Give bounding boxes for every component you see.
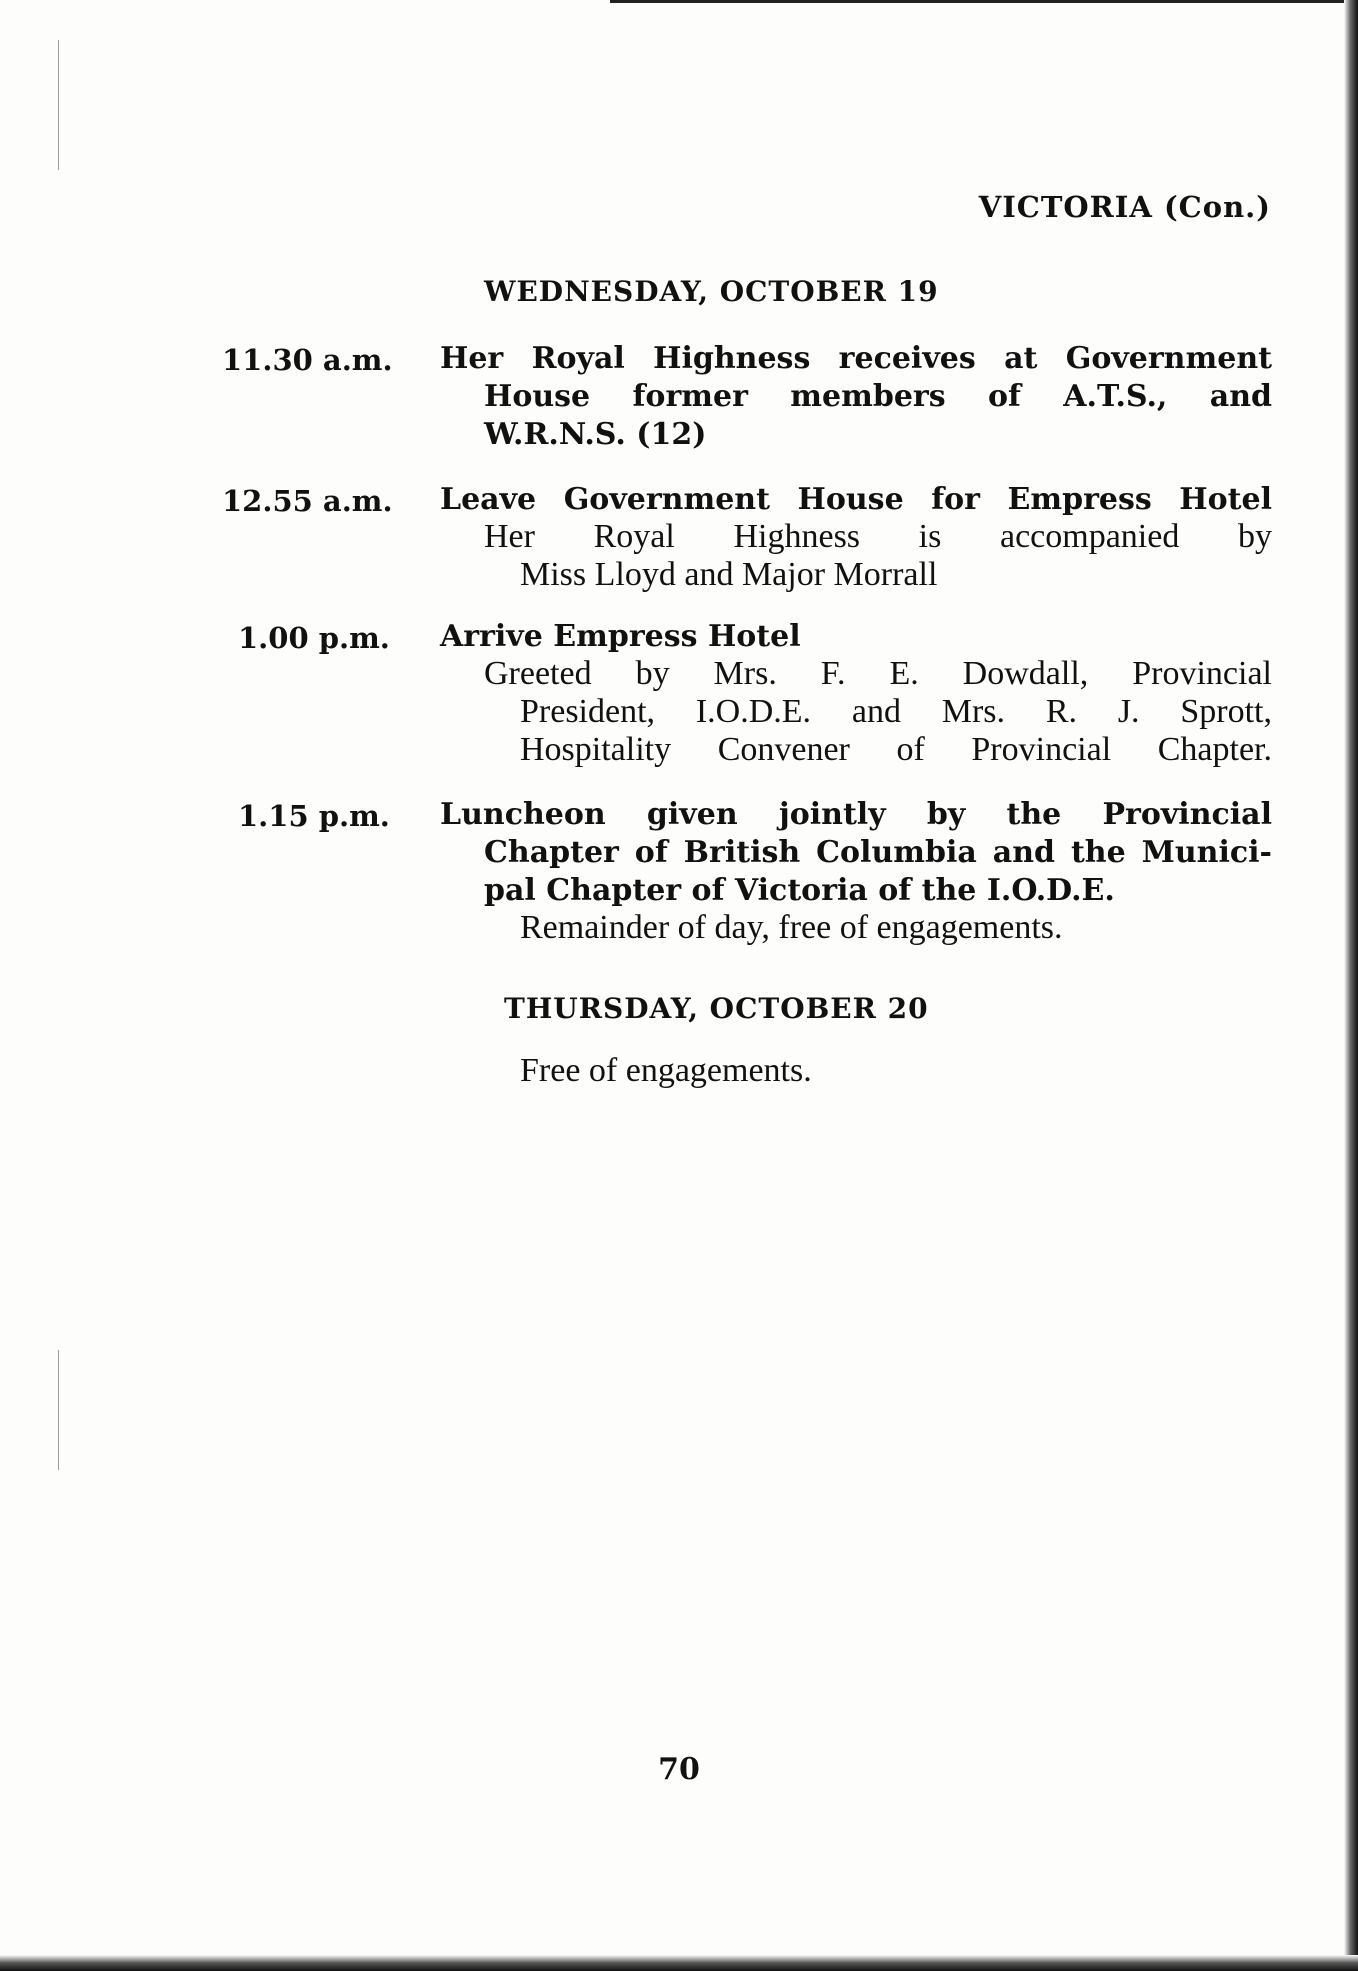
entry-line: House former members of A.T.S., and: [484, 379, 1272, 414]
entry-line: Greeted by Mrs. F. E. Dowdall, Provincial: [484, 655, 1272, 692]
scan-right-edge: [1344, 0, 1358, 1971]
entry-line: pal Chapter of Victoria of the I.O.D.E.: [484, 873, 1115, 908]
entry-line: Hospitality Convener of Provincial Chapter.: [520, 731, 1272, 768]
day-note: Free of engagements.: [520, 1052, 812, 1089]
entry-line: Remainder of day, free of engagements.: [520, 909, 1063, 946]
entry-line: Luncheon given jointly by the Provincial: [440, 797, 1272, 832]
page-number: 70: [658, 1752, 700, 1787]
entry-line: Arrive Empress Hotel: [440, 619, 801, 654]
scan-top-edge: [610, 0, 1358, 3]
entry-line: W.R.N.S. (12): [484, 417, 707, 452]
entry-time: 1.15 p.m.: [238, 799, 390, 833]
entry-line: Miss Lloyd and Major Morrall: [520, 556, 938, 593]
entry-line: Leave Government House for Empress Hotel: [440, 482, 1272, 517]
scan-left-mark: [58, 40, 59, 170]
entry-line: President, I.O.D.E. and Mrs. R. J. Sprott,: [520, 693, 1272, 730]
section-header: VICTORIA (Con.): [978, 190, 1271, 224]
scan-bottom-edge: [0, 1955, 1358, 1971]
scan-left-mark: [58, 1350, 59, 1470]
entry-time: 12.55 a.m.: [222, 484, 393, 518]
entry-line: Her Royal Highness is accompanied by: [484, 518, 1272, 555]
entry-time: 1.00 p.m.: [238, 621, 390, 655]
entry-line: Chapter of British Columbia and the Munici-: [484, 835, 1272, 870]
day-heading-thursday: THURSDAY, OCTOBER 20: [504, 992, 929, 1025]
entry-line: Her Royal Highness receives at Government: [440, 341, 1272, 376]
entry-time: 11.30 a.m.: [222, 343, 393, 377]
day-heading-wednesday: WEDNESDAY, OCTOBER 19: [484, 275, 939, 308]
